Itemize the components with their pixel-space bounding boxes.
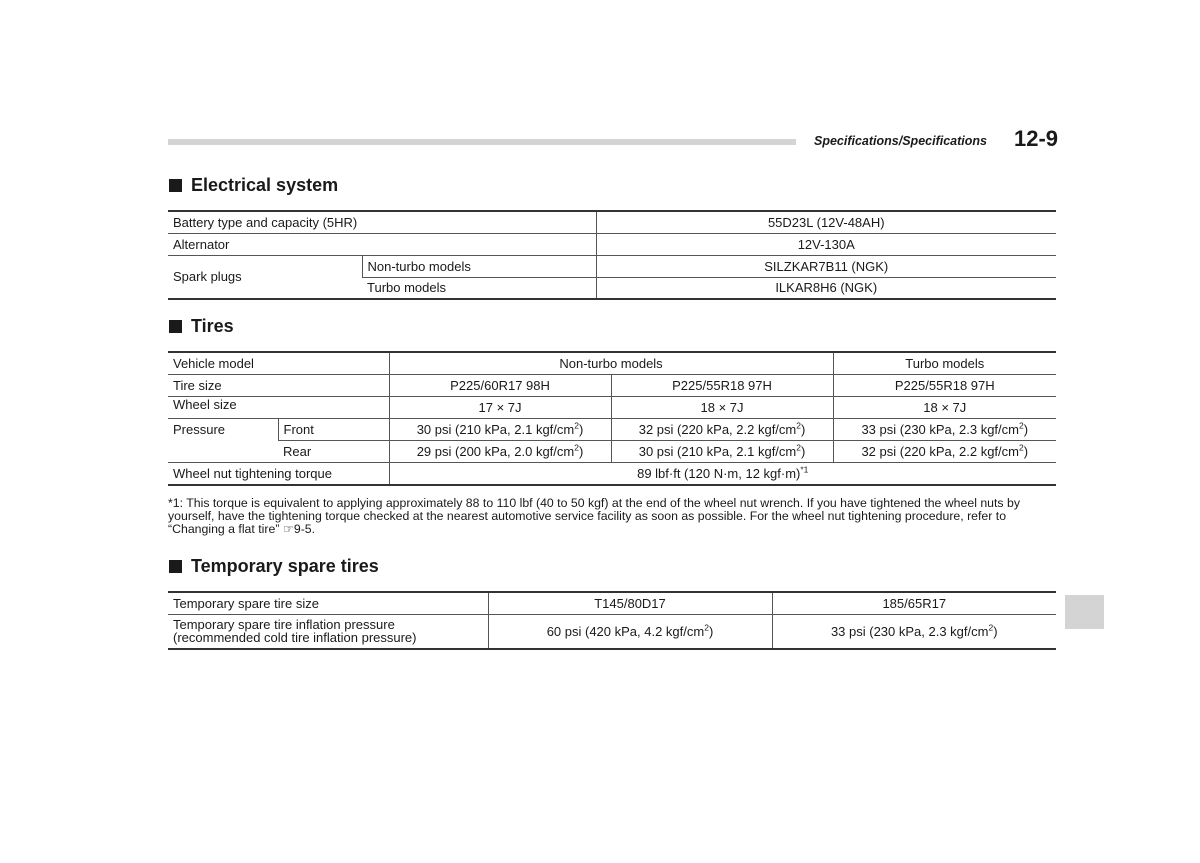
section-title: Specifications/Specifications bbox=[814, 134, 987, 148]
spare-pressure-value: 33 psi (230 kPa, 2.3 kgf/$cm^2$) bbox=[772, 614, 1056, 649]
spare-size-value: 185/65R17 bbox=[772, 592, 1056, 614]
wheel-size-value: 18 × 7J bbox=[833, 396, 1056, 418]
alternator-value: 12V-130A bbox=[596, 233, 1056, 255]
tires-heading-text: Tires bbox=[191, 316, 234, 336]
spark-nonturbo-label: Non-turbo models bbox=[362, 255, 596, 277]
vehicle-model-label: Vehicle model bbox=[168, 352, 389, 374]
nonturbo-header: Non-turbo models bbox=[389, 352, 833, 374]
table-row bbox=[168, 462, 1056, 485]
spark-turbo-value: ILKAR8H6 (NGK) bbox=[596, 277, 1056, 299]
chapter-tab bbox=[1065, 595, 1104, 629]
spark-turbo-label: Turbo models bbox=[362, 277, 596, 299]
spare-heading bbox=[169, 556, 379, 577]
electrical-heading bbox=[169, 175, 338, 196]
tires-heading bbox=[169, 316, 234, 337]
wheel-size-label: Wheel size bbox=[168, 396, 389, 418]
square-bullet-icon bbox=[169, 320, 182, 333]
table-row bbox=[168, 352, 1056, 374]
table-row bbox=[168, 418, 1056, 440]
table-row bbox=[168, 614, 1056, 649]
tires-table bbox=[168, 351, 1056, 486]
spare-pressure-label: Temporary spare tire inflation pressure (recommended cold tire inflation pressure) bbox=[168, 614, 488, 649]
spare-heading-text: Temporary spare tires bbox=[191, 556, 379, 576]
electrical-table bbox=[168, 210, 1056, 300]
spare-size-value: T145/80D17 bbox=[488, 592, 772, 614]
battery-value: 55D23L (12V-48AH) bbox=[596, 211, 1056, 233]
electrical-heading-text: Electrical system bbox=[191, 175, 339, 195]
torque-label: Wheel nut tightening torque bbox=[168, 462, 389, 485]
pressure-rear-value: 32 psi (220 kPa, 2.2 kgf/$cm^2$) bbox=[833, 440, 1056, 462]
torque-value: 89 lbf·ft (120 N·m, 12 kgf·m)$^{*1}$ bbox=[389, 462, 1056, 485]
table-row bbox=[168, 255, 1056, 277]
table-row bbox=[168, 396, 1056, 418]
tire-size-value: P225/55R18 97H bbox=[611, 374, 833, 396]
footnote-mark: *1 bbox=[800, 464, 809, 475]
battery-label: Battery type and capacity (5HR) bbox=[168, 211, 596, 233]
table-row bbox=[168, 592, 1056, 614]
pressure-front-label: Front bbox=[278, 418, 389, 440]
pressure-rear-value: 29 psi (200 kPa, 2.0 kgf/$cm^2$) bbox=[389, 440, 611, 462]
pressure-rear-label: Rear bbox=[278, 440, 389, 462]
header-rule bbox=[168, 139, 796, 145]
tire-size-value: P225/60R17 98H bbox=[389, 374, 611, 396]
wheel-size-value: 17 × 7J bbox=[389, 396, 611, 418]
wheel-size-value: 18 × 7J bbox=[611, 396, 833, 418]
spare-pressure-value: 60 psi (420 kPa, 4.2 kgf/$cm^2$) bbox=[488, 614, 772, 649]
square-bullet-icon bbox=[169, 560, 182, 573]
spare-table bbox=[168, 591, 1056, 650]
turbo-header: Turbo models bbox=[833, 352, 1056, 374]
spark-nonturbo-value: SILZKAR7B11 (NGK) bbox=[596, 255, 1056, 277]
alternator-label: Alternator bbox=[168, 233, 596, 255]
pressure-rear-value: 30 psi (210 kPa, 2.1 kgf/$cm^2$) bbox=[611, 440, 833, 462]
tire-size-value: P225/55R18 97H bbox=[833, 374, 1056, 396]
tire-size-label: Tire size bbox=[168, 374, 389, 396]
table-row bbox=[168, 233, 1056, 255]
square-bullet-icon bbox=[169, 179, 182, 192]
pressure-label: Pressure bbox=[168, 418, 278, 462]
pressure-front-value: 32 psi (220 kPa, 2.2 kgf/$cm^2$) bbox=[611, 418, 833, 440]
pressure-front-value: 30 psi (210 kPa, 2.1 kgf/$cm^2$) bbox=[389, 418, 611, 440]
torque-footnote: *1: This torque is equivalent to applying approximately 88 to 110 lbf (40 to 50 kgf) at the end of the wheel nut wrench. If you have tightened the wheel nuts by yourself, have the tightening torque checked at the nearest automotive service facility as soon as possible. For the wheel nut tightening procedure, refer to “Changing a flat tire” ☞9-5. bbox=[168, 496, 1020, 536]
table-row bbox=[168, 440, 1056, 462]
page-number: 12-9 bbox=[1014, 126, 1059, 151]
table-row bbox=[168, 211, 1056, 233]
pressure-front-value: 33 psi (230 kPa, 2.3 kgf/$cm^2$) bbox=[833, 418, 1056, 440]
spare-size-label: Temporary spare tire size bbox=[168, 592, 488, 614]
table-row bbox=[168, 374, 1056, 396]
spark-plugs-label: Spark plugs bbox=[168, 255, 362, 299]
